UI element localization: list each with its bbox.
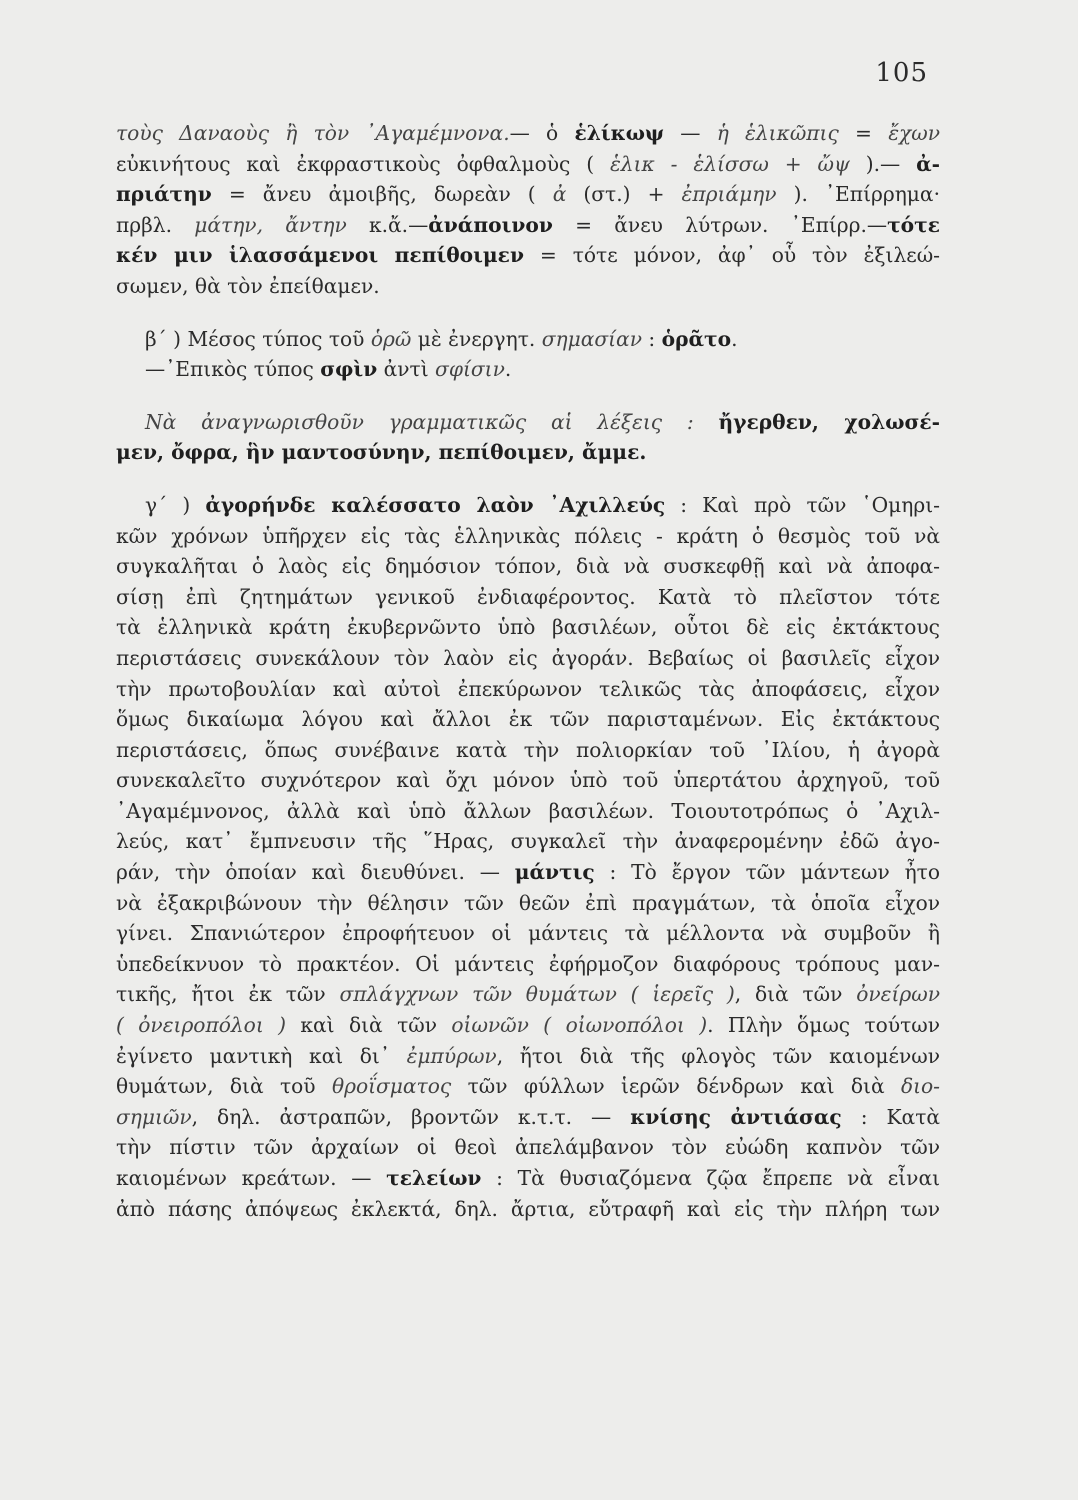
italic-phrase: σφίσιν xyxy=(435,357,505,382)
text-span: γίνει. Σπανιώτερον ἐπροφήτευον οἱ μάντεις τὰ μέλλοντα νὰ συμβοῦν ἢ xyxy=(116,921,940,946)
text-line xyxy=(116,437,940,468)
text-line xyxy=(116,582,940,613)
text-line xyxy=(116,1041,940,1072)
text-line xyxy=(116,1010,940,1041)
text-line xyxy=(116,490,940,521)
bold-term: ἀνάποινον xyxy=(428,212,553,237)
text-span: κ.ἄ.— xyxy=(346,212,429,237)
italic-phrase: ( ὀνειροπόλοι ) xyxy=(116,1013,287,1038)
text-line xyxy=(116,1132,940,1163)
text-span: ).— xyxy=(849,151,917,176)
text-line xyxy=(116,210,940,241)
italic-phrase: Νὰ ἀναγνωρισθοῦν γραμματικῶς αἱ λέξεις : xyxy=(145,409,694,434)
text-span: . Πλὴν ὅμως τούτων xyxy=(707,1013,940,1038)
text-span: ὅμως δικαίωμα λόγου καὶ ἄλλοι ἐκ τῶν παρισταμένων. Εἰς ἐκτάκτους xyxy=(116,707,940,732)
text-span: καιομένων κρεάτων. — xyxy=(116,1166,387,1190)
text-span: σίσῃ ἐπὶ ζητημάτων γενικοῦ ἐνδιαφέροντος. Κατὰ τὸ πλεῖστον τότε xyxy=(116,584,940,609)
text-line xyxy=(116,324,940,355)
text-span: γ´ ) xyxy=(145,492,206,517)
text-line xyxy=(116,796,940,827)
text-span: ᾿Αγαμέμνονος, ἀλλὰ καὶ ὑπὸ ἄλλων βασιλέων. Τοιουτοτρόπως ὁ ᾿Αχιλ- xyxy=(116,798,940,823)
bold-term: τότε xyxy=(887,212,940,237)
text-span: —᾿Επικὸς τύπος xyxy=(145,357,321,382)
text-span: : Κατὰ xyxy=(841,1104,940,1129)
text-span: καὶ διὰ τῶν xyxy=(286,1013,452,1038)
text-line xyxy=(116,765,940,796)
text-span: : Τὰ θυσιαζόμενα ζῷα ἔπρεπε νὰ εἶναι xyxy=(481,1166,940,1190)
text-span: ἐγίνετο μαντικὴ καὶ δι᾿ xyxy=(116,1043,407,1068)
text-span: β´ ) Μέσος τύπος τοῦ xyxy=(145,326,371,351)
italic-phrase: ἑλικ - ἑλίσσω + ὤψ xyxy=(609,151,850,176)
bold-term: κέν μιν ἱλασσάμενοι πεπίθοιμεν xyxy=(116,243,524,268)
text-line xyxy=(116,1163,940,1194)
text-span: τὴν πίστιν τῶν ἀρχαίων οἱ θεοὶ ἀπελάμβανον τὸν εὐώδη καπνὸν τῶν xyxy=(116,1135,940,1160)
text-line xyxy=(116,149,940,180)
bold-term: πριάτην xyxy=(116,182,212,207)
bold-term: ὁρᾶτο xyxy=(661,326,732,351)
text-span: : Καὶ πρὸ τῶν ῾Ομηρι- xyxy=(665,492,940,517)
italic-phrase: θροΐσματος xyxy=(331,1074,452,1099)
text-span: τικῆς, ἤτοι ἐκ τῶν xyxy=(116,982,340,1007)
text-line xyxy=(116,551,940,582)
italic-phrase: μάτην, ἄντην xyxy=(194,212,347,237)
text-line xyxy=(116,857,940,888)
text-span: : xyxy=(641,326,662,351)
text-span xyxy=(694,410,719,434)
text-span: κῶν χρόνων ὑπῆρχεν εἰς τὰς ἑλληνικὰς πόλεις - κράτη ὁ θεσμὸς τοῦ νὰ xyxy=(116,523,940,548)
text-span: = ἄνευ λύτρων. ᾿Επίρρ.— xyxy=(552,212,888,237)
page-number: 105 xyxy=(875,58,928,88)
text-line xyxy=(116,118,940,149)
text-span: λεύς, κατ᾿ ἔμπνευσιν τῆς ῞Ηρας, συγκαλεῖ τὴν ἀναφερομένην ἐδῶ ἀγο- xyxy=(116,829,940,854)
italic-phrase: σπλάγχνων τῶν θυμάτων ( ἱερεῖς ) xyxy=(339,982,735,1007)
text-span: — ὁ xyxy=(509,121,575,145)
text-line xyxy=(116,612,940,643)
italic-phrase: ἐπριάμην xyxy=(681,182,777,207)
italic-phrase: σημιῶν xyxy=(116,1104,192,1129)
text-span: ). ᾿Επίρρημα· xyxy=(776,182,940,207)
bold-term: τελείων xyxy=(386,1166,482,1190)
body-text xyxy=(116,118,940,1224)
text-span: τὴν πρωτοβουλίαν καὶ αὐτοὶ ἐπεκύρωνον τελικῶς τὰς ἀποφάσεις, εἶχον xyxy=(116,676,940,701)
text-line xyxy=(116,735,940,766)
text-line xyxy=(116,271,940,302)
bold-term: μάντις xyxy=(514,860,595,885)
italic-phrase: ἔχων xyxy=(888,121,940,145)
text-span: περιστάσεις, ὅπως συνέβαινε κατὰ τὴν πολιορκίαν τοῦ ᾿Ιλίου, ἡ ἀγορὰ xyxy=(116,737,940,762)
text-line xyxy=(116,1102,940,1133)
italic-phrase: τοὺς Δαναοὺς ἢ τὸν ᾿Αγαμέμνονα. xyxy=(116,121,510,145)
text-line xyxy=(116,674,940,705)
text-span: τὰ ἑλληνικὰ κράτη ἐκυβερνῶντο ὑπὸ βασιλέων, οὗτοι δὲ εἰς ἐκτάκτους xyxy=(116,615,940,640)
text-span: θυμάτων, διὰ τοῦ xyxy=(116,1074,332,1099)
text-span: ἀντὶ xyxy=(377,357,436,382)
bold-term: ἤγερθεν, χολωσέ- xyxy=(718,409,940,434)
text-line xyxy=(116,888,940,919)
text-span: εὐκινήτους καὶ ἐκφραστικοὺς ὀφθαλμοὺς ( xyxy=(116,151,610,176)
text-line xyxy=(116,918,940,949)
text-line xyxy=(116,704,940,735)
text-span: , ἤτοι διὰ τῆς φλογὸς τῶν καιομένων xyxy=(496,1043,940,1068)
text-span: , διὰ τῶν xyxy=(734,982,857,1007)
bold-term: ἀγορήνδε καλέσσατο λαὸν ᾿Αχιλλεύς xyxy=(205,492,666,517)
text-line xyxy=(116,949,940,980)
bold-term: κνίσης ἀντιάσας xyxy=(630,1104,842,1129)
text-span: = τότε μόνον, ἀφ᾿ οὗ τὸν ἐξιλεώ- xyxy=(523,243,940,268)
text-line xyxy=(116,521,940,552)
italic-phrase: διο- xyxy=(900,1074,940,1099)
italic-phrase: οἰωνῶν ( οἰωνοπόλοι ) xyxy=(451,1013,708,1038)
italic-phrase: ἀ xyxy=(552,182,567,207)
text-span: — xyxy=(664,121,717,145)
text-line xyxy=(116,826,940,857)
text-span: νὰ ἐξακριβώνουν τὴν θέλησιν τῶν θεῶν ἐπὶ πραγμάτων, τὰ ὁποῖα εἶχον xyxy=(116,890,940,915)
text-span: : Τὸ ἔργον τῶν μάντεων ἦτο xyxy=(594,860,940,885)
text-span: (στ.) + xyxy=(566,182,682,207)
text-span: μὲ ἐνεργητ. xyxy=(411,326,542,351)
text-span: τῶν φύλλων ἱερῶν δένδρων καὶ διὰ xyxy=(451,1074,901,1099)
bold-term: σφὶν xyxy=(320,357,378,382)
text-span: = xyxy=(838,121,889,145)
text-line xyxy=(116,240,940,271)
italic-phrase: ὁρῶ xyxy=(370,326,412,351)
bold-term: ἑλίκωψ xyxy=(574,121,665,145)
text-span: , δηλ. ἀστραπῶν, βροντῶν κ.τ.τ. — xyxy=(191,1104,631,1129)
text-line xyxy=(116,1071,940,1102)
italic-phrase: ὀνείρων xyxy=(856,982,940,1007)
text-line xyxy=(116,979,940,1010)
text-span: περιστάσεις συνεκάλουν τὸν λαὸν εἰς ἀγοράν. Βεβαίως οἱ βασιλεῖς εἶχον xyxy=(116,645,940,670)
bold-term: μεν, ὄφρα, ἣν μαντοσύνην, πεπίθοιμεν, ἄμμε. xyxy=(116,440,647,465)
text-line xyxy=(116,1194,940,1225)
text-span: σωμεν, θὰ τὸν ἐπείθαμεν. xyxy=(116,273,380,298)
text-span: ἀπὸ πάσης ἀπόψεως ἐκλεκτά, δηλ. ἄρτια, εὔτραφῆ καὶ εἰς τὴν πλήρη των xyxy=(116,1196,940,1221)
text-line xyxy=(116,354,940,385)
text-span: ὑπεδείκνυον τὸ πρακτέον. Οἱ μάντεις ἐφήρμοζον διαφόρους τρόπους μαν- xyxy=(116,951,940,976)
italic-phrase: σημασίαν xyxy=(541,326,642,351)
italic-phrase: ἡ ἑλικῶπις xyxy=(716,121,839,145)
italic-phrase: ἐμπύρων xyxy=(406,1043,497,1068)
text-span: συγκαλῆται ὁ λαὸς εἰς δημόσιον τόπον, διὰ νὰ συσκεφθῇ καὶ νὰ ἀποφα- xyxy=(116,554,940,579)
text-span: πρβλ. xyxy=(116,212,195,237)
text-line xyxy=(116,643,940,674)
text-span: . xyxy=(731,326,738,351)
text-line xyxy=(116,407,940,438)
text-span: = ἄνευ ἀμοιβῆς, δωρεὰν ( xyxy=(211,182,553,207)
text-line xyxy=(116,179,940,210)
bold-term: ἀ- xyxy=(916,151,940,176)
text-span: ράν, τὴν ὁποίαν καὶ διευθύνει. — xyxy=(116,860,515,885)
text-span: . xyxy=(504,357,512,382)
text-span: συνεκαλεῖτο συχνότερον καὶ ὄχι μόνον ὑπὸ τοῦ ὑπερτάτου ἀρχηγοῦ, τοῦ xyxy=(116,768,940,793)
